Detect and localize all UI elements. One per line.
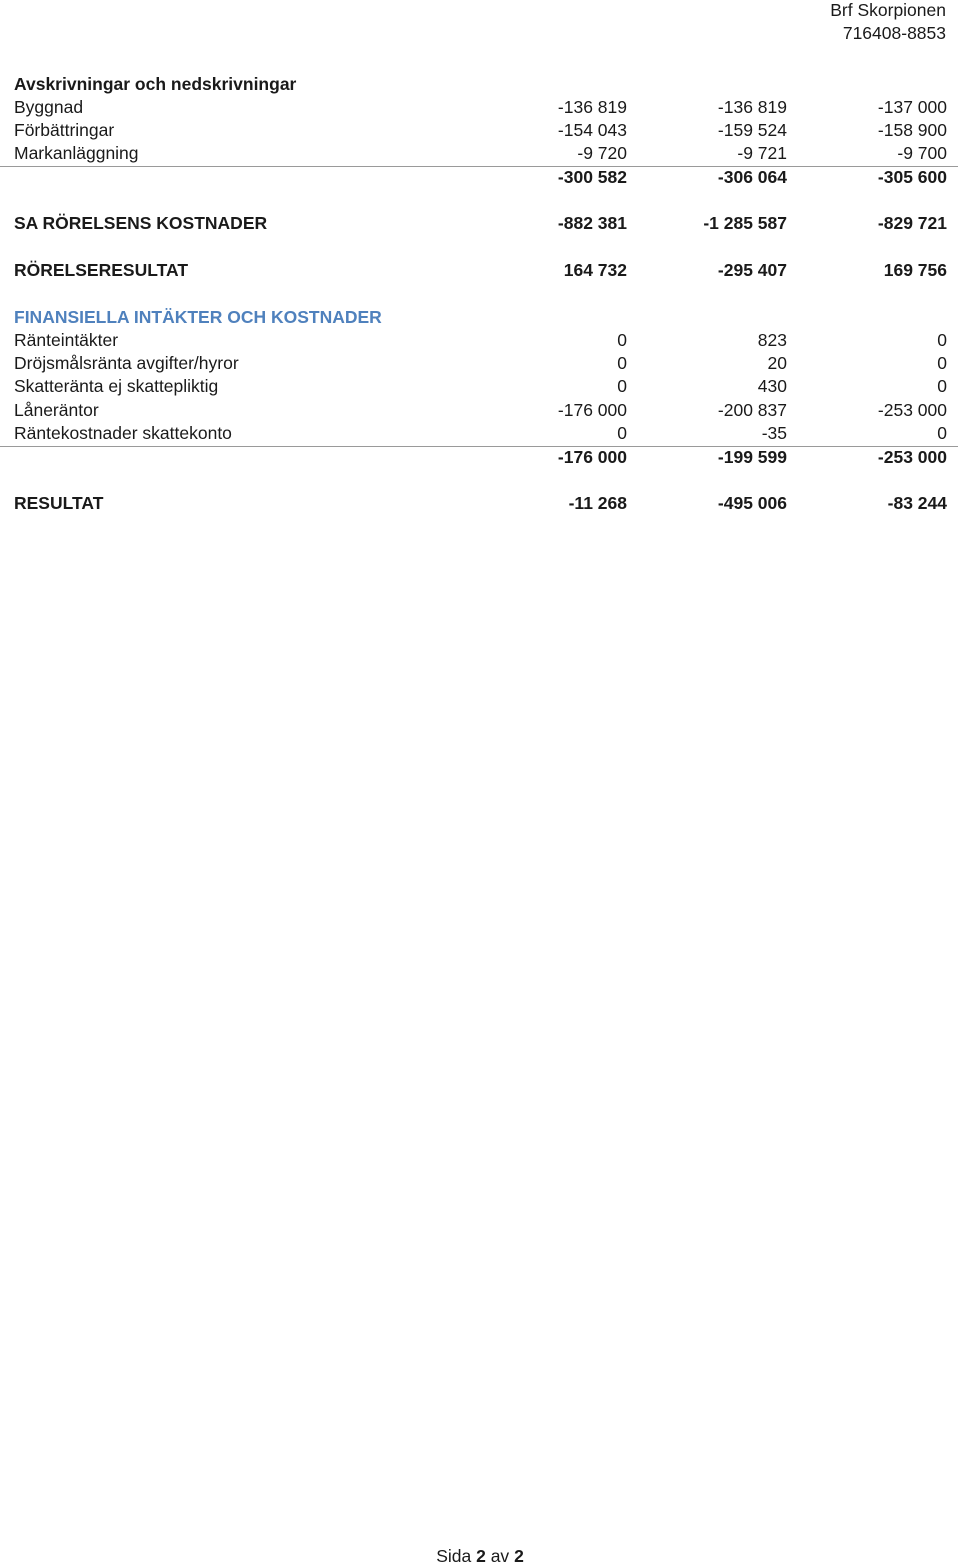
value-col-2: -1 285 587 (703, 213, 787, 233)
value-col-3: 169 756 (883, 260, 947, 280)
value-col-3: -83 244 (887, 493, 947, 513)
value-col-2: -9 721 (737, 143, 787, 163)
page-footer (0, 1545, 960, 1567)
page-total: 2 (514, 1546, 524, 1566)
document-header (830, 0, 946, 45)
operating-result-row (0, 259, 958, 282)
value-col-3: -9 700 (897, 143, 947, 163)
value-col-1: -176 000 (557, 400, 627, 420)
value-col-3: -829 721 (877, 213, 947, 233)
value-col-1: -136 819 (557, 97, 627, 117)
value-col-2: -136 819 (717, 97, 787, 117)
value-col-3: -253 000 (877, 447, 947, 467)
value-col-1: -300 582 (557, 167, 627, 187)
table-row (0, 399, 958, 422)
value-col-2: -159 524 (717, 120, 787, 140)
value-col-2: 823 (757, 330, 787, 350)
row-label: Markanläggning (14, 143, 139, 163)
row-label: SA RÖRELSENS KOSTNADER (14, 213, 268, 233)
org-number: 716408-8853 (842, 23, 946, 43)
row-label: Låneräntor (14, 400, 99, 420)
value-col-3: 0 (937, 376, 947, 396)
section-title-financial: FINANSIELLA INTÄKTER OCH KOSTNADER (14, 307, 382, 327)
table-row (0, 352, 958, 375)
value-col-3: -158 900 (877, 120, 947, 140)
page-current: 2 (476, 1546, 486, 1566)
table-row (0, 142, 958, 165)
value-col-2: 430 (757, 376, 787, 396)
row-label: RESULTAT (14, 493, 104, 513)
value-col-2: -35 (761, 423, 787, 443)
subtotal-row-financial (0, 446, 958, 469)
value-col-2: -495 006 (717, 493, 787, 513)
value-col-2: -306 064 (717, 167, 787, 187)
row-label: Räntekostnader skattekonto (14, 423, 232, 443)
value-col-2: -199 599 (717, 447, 787, 467)
value-col-2: 20 (767, 353, 787, 373)
table-row (0, 329, 958, 352)
row-label: Skatteränta ej skattepliktig (14, 376, 219, 396)
table-row (0, 96, 958, 119)
value-col-1: 0 (617, 353, 627, 373)
value-col-2: -200 837 (717, 400, 787, 420)
table-row (0, 375, 958, 398)
row-label: Byggnad (14, 97, 84, 117)
of-word: av (490, 1546, 510, 1566)
page-word: Sida (436, 1546, 472, 1566)
table-row (0, 422, 958, 445)
result-row (0, 492, 958, 515)
value-col-3: 0 (937, 353, 947, 373)
value-col-3: -305 600 (877, 167, 947, 187)
value-col-3: 0 (937, 330, 947, 350)
value-col-3: 0 (937, 423, 947, 443)
value-col-1: 0 (617, 423, 627, 443)
value-col-1: 0 (617, 330, 627, 350)
value-col-1: -9 720 (577, 143, 627, 163)
value-col-1: -154 043 (557, 120, 627, 140)
row-label: Dröjsmålsränta avgifter/hyror (14, 353, 239, 373)
value-col-2: -295 407 (717, 260, 787, 280)
value-col-1: 164 732 (563, 260, 627, 280)
total-operating-costs-row (0, 212, 958, 235)
value-col-1: -176 000 (557, 447, 627, 467)
section-title-depreciation: Avskrivningar och nedskrivningar (14, 74, 297, 94)
subtotal-row-depreciation (0, 166, 958, 189)
table-row (0, 119, 958, 142)
value-col-1: -882 381 (557, 213, 627, 233)
row-label: RÖRELSERESULTAT (14, 260, 189, 280)
org-name: Brf Skorpionen (830, 0, 946, 20)
row-label: Ränteintäkter (14, 330, 119, 350)
row-label: Förbättringar (14, 120, 115, 140)
value-col-1: 0 (617, 376, 627, 396)
value-col-3: -253 000 (877, 400, 947, 420)
value-col-1: -11 268 (568, 493, 627, 513)
value-col-3: -137 000 (877, 97, 947, 117)
